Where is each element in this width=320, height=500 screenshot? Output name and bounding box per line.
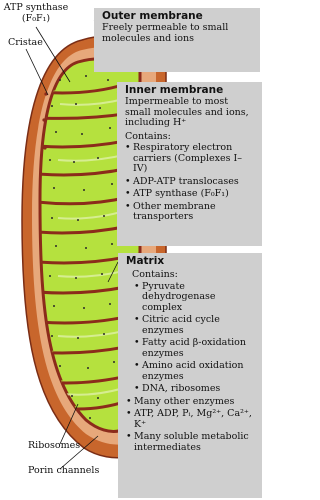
list-item-text: Many soluble metabolic intermediates [134,431,249,453]
atp-synthase-label-line2: (F₀F₁) [21,12,51,24]
list-item-text: Pyruvate dehydrogenase complex [142,280,216,313]
inner-membrane-description: Impermeable to most small molecules and ions, including H⁺ [125,96,249,128]
list-item-text: DNA, ribosomes [142,383,221,394]
list-item [134,338,256,359]
bullet-icon: • [134,280,140,292]
bullet-icon: • [126,408,132,419]
bullet-icon: • [134,383,140,394]
atp-synthase-label-line1: ATP synthase [3,2,69,13]
list-item [126,397,256,408]
bullet-icon: • [125,188,131,199]
list-item [126,432,256,453]
bullet-icon: • [126,431,132,442]
outer-membrane-description: Freely permeable to small molecules and ions [102,22,229,44]
matrix-contains-label: Contains: [132,269,178,280]
list-item-text: ADP-ATP translocases [133,175,239,187]
list-item [125,143,256,175]
atp-synthase-label [2,3,70,24]
list-item-text: ATP synthase (F₀F₁) [133,188,229,199]
list-item [134,361,256,382]
bullet-icon: • [125,200,131,212]
list-item-text: Many other enzymes [134,395,235,407]
inner-membrane-list [125,143,256,223]
bullet-icon: • [134,360,140,371]
matrix-title: Matrix [126,255,165,267]
list-item-text: Fatty acid β-oxidation enzymes [142,337,247,359]
bullet-icon: • [126,395,132,407]
inner-membrane-contains-label: Contains: [125,130,171,142]
outer-membrane-title: Outer membrane [102,10,203,22]
list-item [134,315,256,336]
list-item [134,384,256,395]
cristae-label: Cristae [8,37,43,48]
list-item [125,189,256,200]
inner-membrane-panel [117,82,262,246]
list-item-text: Other membrane transporters [133,200,216,222]
list-item-text: Amino acid oxidation enzymes [142,360,244,382]
porin-channels-label: Porin channels [28,465,100,476]
matrix-extra-list [126,397,256,454]
outer-membrane-panel [94,8,260,72]
list-item-text: ATP, ADP, Pᵢ, Mg²⁺, Ca²⁺, K⁺ [134,408,252,430]
matrix-panel [118,253,262,498]
list-item [134,282,256,314]
inner-membrane-title: Inner membrane [125,84,224,96]
list-item-text: Citric acid cycle enzymes [142,314,220,336]
list-item-text: Respiratory electron carriers (Complexes I–IV) [133,142,242,174]
bullet-icon: • [125,175,131,187]
list-item [126,409,256,430]
bullet-icon: • [134,337,140,348]
bullet-icon: • [125,142,131,153]
list-item [125,202,256,223]
matrix-list [134,282,256,395]
bullet-icon: • [134,314,140,325]
list-item [125,177,256,188]
ribosomes-label: Ribosomes [28,440,81,451]
matrix-contents [132,270,256,395]
